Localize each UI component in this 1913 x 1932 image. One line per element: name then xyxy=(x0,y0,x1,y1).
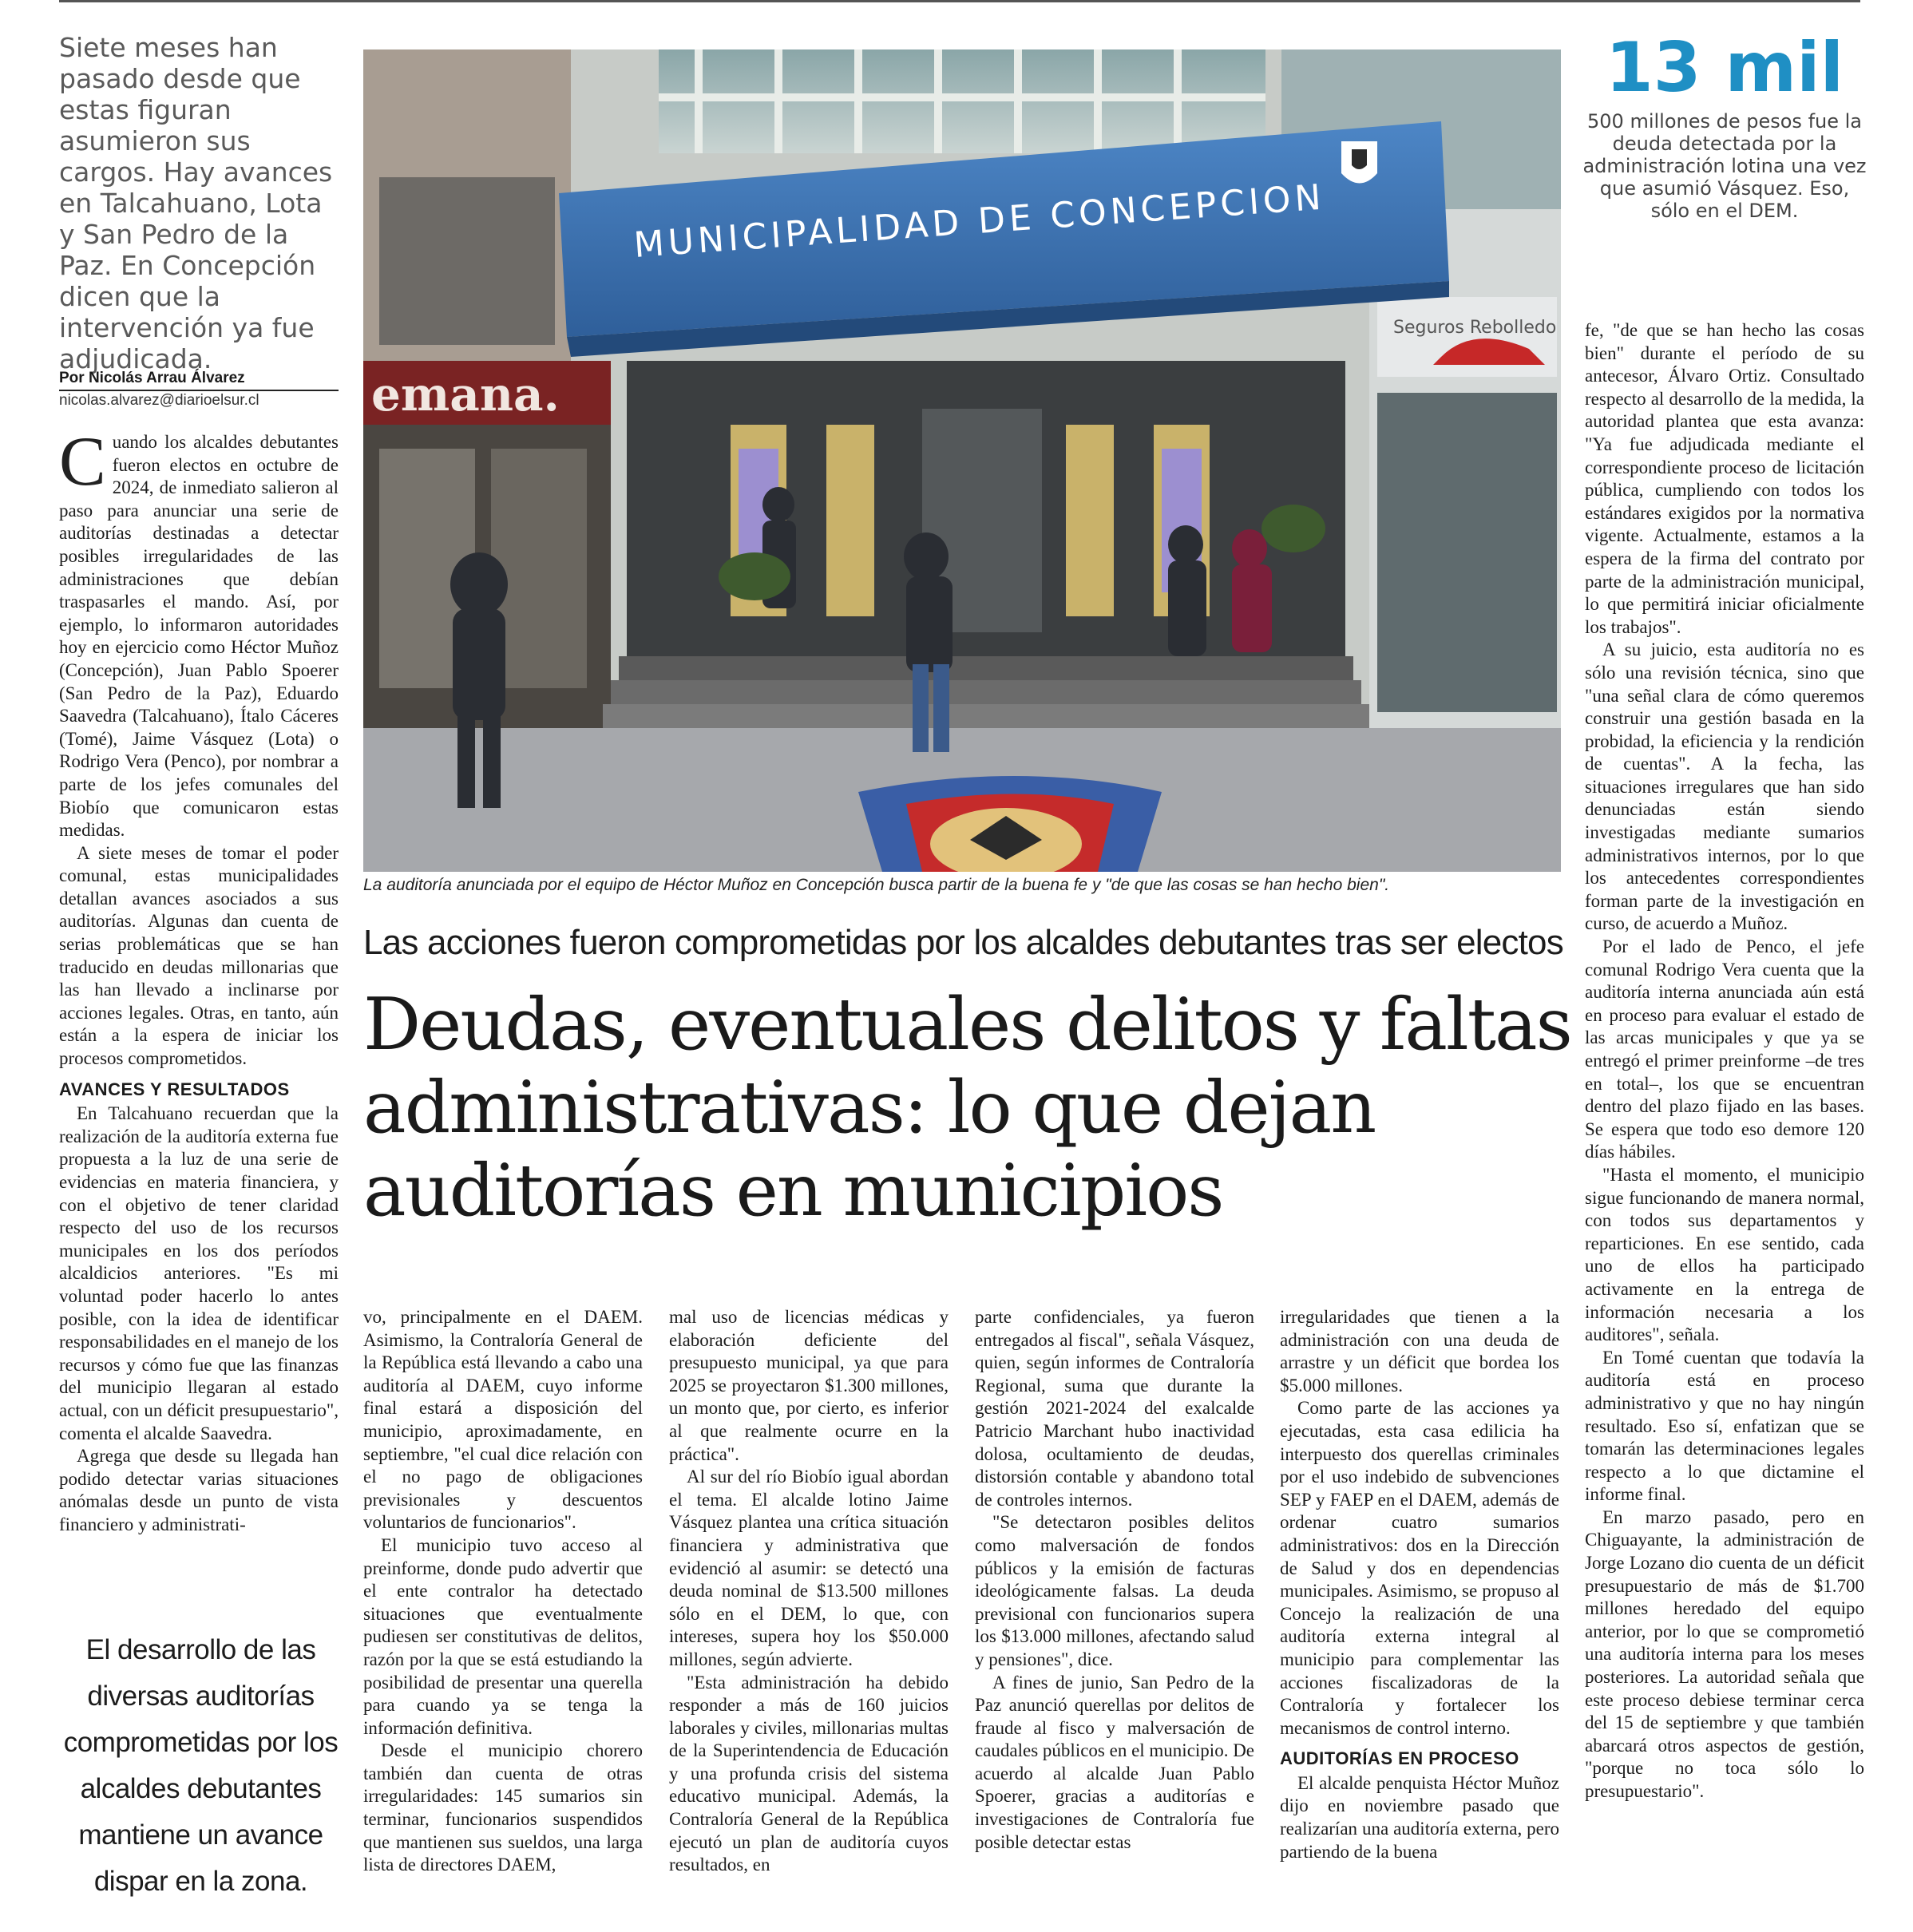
article-column-2 xyxy=(363,1306,643,1877)
paragraph: fe, "de que se han hecho las cosas bien" durante el período de su antecesor, Álvaro Ortiz. Consultado respecto al desarrollo de la medida, la autoridad plantea que esta avanza: "Ya fue adjudicada mediante el correspondiente proceso de licitación pública, cumpliendo con todos los estándares exigidos por la normativa vigente. Actualmente, estamos a la espera de la firma del contrato por parte de la administración municipal, lo que permitirá iniciar oficialmente los trabajos". xyxy=(1585,320,1864,637)
municipal-building-photo xyxy=(363,49,1561,872)
paragraph: En Talcahuano recuerdan que la realización de la auditoría externa fue propuesta a la luz de una serie de evidencias en materia financiera, y con el objetivo de tener claridad respecto del uso de los recursos municipales en los dos períodos alcaldicios anteriores. "Es mi voluntad poder hacerlo lo antes posible, con la idea de identificar responsabilidades en el manejo de los recursos y cómo fue que las finanzas del municipio llegaran al estado actual, con un déficit presupuestario", comenta el alcalde Saavedra. xyxy=(59,1103,339,1443)
paragraph: mal uso de licencias médicas y elaboración deficiente del presupuesto municipal, ya que para 2025 se proyectaron $1.300 millones, un monto que, por cierto, es inferior al que realmente ocurre en la práctica". xyxy=(669,1307,949,1464)
pull-quote: El desarrollo de las diversas auditorías comprometidas por los alcaldes debutantes mantiene un avance dispar en la zona. xyxy=(63,1634,339,1897)
shield-icon xyxy=(1341,141,1377,184)
paragraph: En Tomé cuentan que todavía la auditoría está en proceso administrativo y que no hay ningún resultado. Eso sí, enfatizan que se tomarán las determinaciones legales respecto a lo que dictamine el informe final. xyxy=(1585,1347,1864,1505)
stat-text: 500 millones de pesos fue la deuda detectada por la administración lotina una vez que asumió Vásquez. Eso, sólo en el DEM. xyxy=(1582,110,1867,222)
paragraph: Agrega que desde su llegada han podido detectar varias situaciones anómalas desde un punto de vista financiero y administrati- xyxy=(59,1446,339,1534)
paragraph: En marzo pasado, pero en Chiguayante, la administración de Jorge Lozano dio cuenta de un déficit presupuestario de más de $1.700 millones heredado del equipo anterior, por lo que se comprometió una auditoría interna para los meses posteriores. La autoridad señala que este proceso debiese terminar cerca del 15 de septiembre y que también abarcará otros aspectos de gestión, "porque no toca sólo lo presupuestario". xyxy=(1585,1506,1864,1801)
article-column-1 xyxy=(59,423,339,1537)
article-column-6 xyxy=(1585,319,1864,1803)
building-sign: MUNICIPALIDAD DE CONCEPCION xyxy=(632,176,1327,266)
subhead-auditorias: AUDITORÍAS EN PROCESO xyxy=(1280,1748,1519,1769)
stat-value: 13 mil xyxy=(1605,28,1844,108)
stat-box xyxy=(1581,28,1868,222)
byline-author: Por Nicolás Arrau Álvarez xyxy=(59,369,339,391)
drop-cap: C xyxy=(59,423,106,501)
article-photo xyxy=(363,49,1561,872)
paragraph: Como parte de las acciones ya ejecutadas, esta casa edilicia ha interpuesto dos querellas criminales por el uso indebido de subvenciones SEP y FAEP en el DAEM, además de ordenar cuatro sumarios administrativos: dos en la Dirección de Salud y dos en dependencias municipales. Asimismo, se propuso al Concejo la realización de una auditoría externa integral al municipio para complementar las acciones fiscalizadoras de la Contraloría y fortalecer los mecanismos de control interno. xyxy=(1280,1398,1559,1738)
paragraph: A su juicio, esta auditoría no es sólo una revisión técnica, sino que "una señal clara de cómo queremos construir una gestión basada en la probidad, la eficiencia y la rendición de cuentas". A la fecha, las situaciones irregulares que han sido denunciadas están siendo investigadas mediante sumarios administrativos internos, por lo que los antecedentes correspondientes forman parte de la investigación en curso, de acuerdo a Muñoz. xyxy=(1585,639,1864,934)
article-column-4 xyxy=(975,1306,1254,1854)
photo-caption: La auditoría anunciada por el equipo de Héctor Muñoz en Concepción busca partir de la buena fe y "de que las cosas se han hecho bien". xyxy=(363,876,1390,894)
paragraph: "Se detectaron posibles delitos como malversación de fondos públicos y la emisión de facturas ideológicamente falsas. La deuda previsional con funcionarios supera los $13.000 millones, afectando salud y pensiones", dice. xyxy=(975,1512,1254,1669)
article-column-3 xyxy=(669,1306,949,1877)
headline: Deudas, eventuales delitos y faltas administrativas: lo que dejan auditorías en municipios xyxy=(363,983,1571,1233)
subhead-avances: AVANCES Y RESULTADOS xyxy=(59,1079,290,1099)
paragraph: A siete meses de tomar el poder comunal, estas municipalidades detallan avances asociados a sus auditorías. Algunas dan cuenta de serias problemáticas que se han traducido en deudas millonarias que las han llevado a inclinarse por acciones legales. Otras, en tanto, aún están a la espera de iniciar los procesos comprometidos. xyxy=(59,842,339,1069)
paragraph: parte confidenciales, ya fueron entregados al fiscal", señala Vásquez, quien, según informes de Contraloría Regional, suma que durante la gestión 2021-2024 del exalcalde Patricio Marchant hubo inactividad dolosa, ocultamiento de deudas, distorsión contable y abandono total de controles internos. xyxy=(975,1307,1254,1510)
paragraph: A fines de junio, San Pedro de la Paz anunció querellas por delitos de fraude al fisco y malversación de caudales públicos en el municipio. De acuerdo al alcalde Juan Pablo Spoerer, gracias a auditorías e investigaciones de Contraloría fue posible detectar estas xyxy=(975,1672,1255,1852)
paragraph: El alcalde penquista Héctor Muñoz dijo en noviembre pasado que realizarían una auditoría externa, pero partiendo de la buena xyxy=(1280,1772,1559,1862)
paragraph: Al sur del río Biobío igual abordan el tema. El alcalde lotino Jaime Vásquez plantea una crítica situación financiera y administrativa que evidenció al asumir: se detectó una deuda nominal de $13.500 millones sólo en el DEM, lo que, con intereses, supera hoy los $50.000 millones, según advierte. xyxy=(669,1467,949,1669)
paragraph: Desde el municipio chorero también dan cuenta de otras irregularidades: 145 sumarios sin terminar, funcionarios suspendidos que mantienen sus sueldos, una larga lista de directores DAEM, xyxy=(363,1740,643,1875)
store-sign: emana. xyxy=(371,367,560,422)
byline xyxy=(59,369,339,410)
paragraph: Por el lado de Penco, el jefe comunal Rodrigo Vera cuenta que la auditoría interna anunciada aún está en proceso para evaluar el estado de las arcas municipales y que ya se entregó el primer preinforme –de tres en total–, los que se encuentran dentro del plazo fijado en las bases. Se espera que todo eso demore 120 días hábiles. xyxy=(1585,936,1864,1162)
article-column-5 xyxy=(1280,1306,1559,1863)
kicker: Las acciones fueron comprometidas por los alcaldes debutantes tras ser electos xyxy=(363,923,1563,962)
paragraph: "Hasta el momento, el municipio sigue funcionando de manera normal, con todos sus departamentos y reparticiones. En ese sentido, cada uno de ellos ha participado activamente en la entrega de información necesaria a los auditores", señala. xyxy=(1585,1164,1864,1345)
ad-text: Seguros Rebolledo xyxy=(1393,318,1557,338)
paragraph: vo, principalmente en el DAEM. Asimismo, la Contraloría General de la República está llevando a cabo una auditoría al DAEM, cuyo informe final estará a disposición del municipio, aproximadamente, en septiembre, "el cual dice relación con el no pago de obligaciones previsionales y descuentos voluntarios de funcionarios". xyxy=(363,1307,643,1533)
paragraph: Cuando los alcaldes debutantes fueron electos en octubre de 2024, de inmediato salieron al paso para anunciar una serie de auditorías destinadas a detectar posibles irregularidades de las administraciones que debían traspasarles el mando. Así, por ejemplo, lo informaron autoridades hoy en ejercicio como Héctor Muñoz (Concepción), Juan Pablo Spoerer (San Pedro de la Paz), Eduardo Saavedra (Talcahuano), Ítalo Cáceres (Tomé), Jaime Vásquez (Lota) o Rodrigo Vera (Penco), por nombrar a parte de los jefes comunales del Biobío que comunicaron estas medidas. xyxy=(59,423,339,841)
paragraph: irregularidades que tienen a la administración con una deuda de arrastre y un déficit que bordea los $5.000 millones. xyxy=(1280,1307,1559,1396)
paragraph: El municipio tuvo acceso al preinforme, donde pudo advertir que el ente contralor ha detectado situaciones que eventualmente pudiesen ser constitutivas de delitos, razón por la que se está estudiando la posibilidad de presentar una querella para cuando ya se tenga la información definitiva. xyxy=(363,1534,643,1738)
top-rule xyxy=(59,0,1860,2)
paragraph: "Esta administración ha debido responder a más de 160 juicios laborales y civiles, millonarias multas de la Superintendencia de Educación y una profunda crisis del sistema educativo municipal. Además, la Contraloría General de la República ejecutó un plan de auditoría cuyos resultados, en xyxy=(669,1672,949,1875)
byline-email[interactable]: nicolas.alvarez@diarioelsur.cl xyxy=(59,392,259,409)
lead-summary: Siete meses han pasado desde que estas figuran asumieron sus cargos. Hay avances en Talcahuano, Lota y San Pedro de la Paz. En Concepción dicen que la intervención ya fue adjudicada. xyxy=(59,32,333,374)
